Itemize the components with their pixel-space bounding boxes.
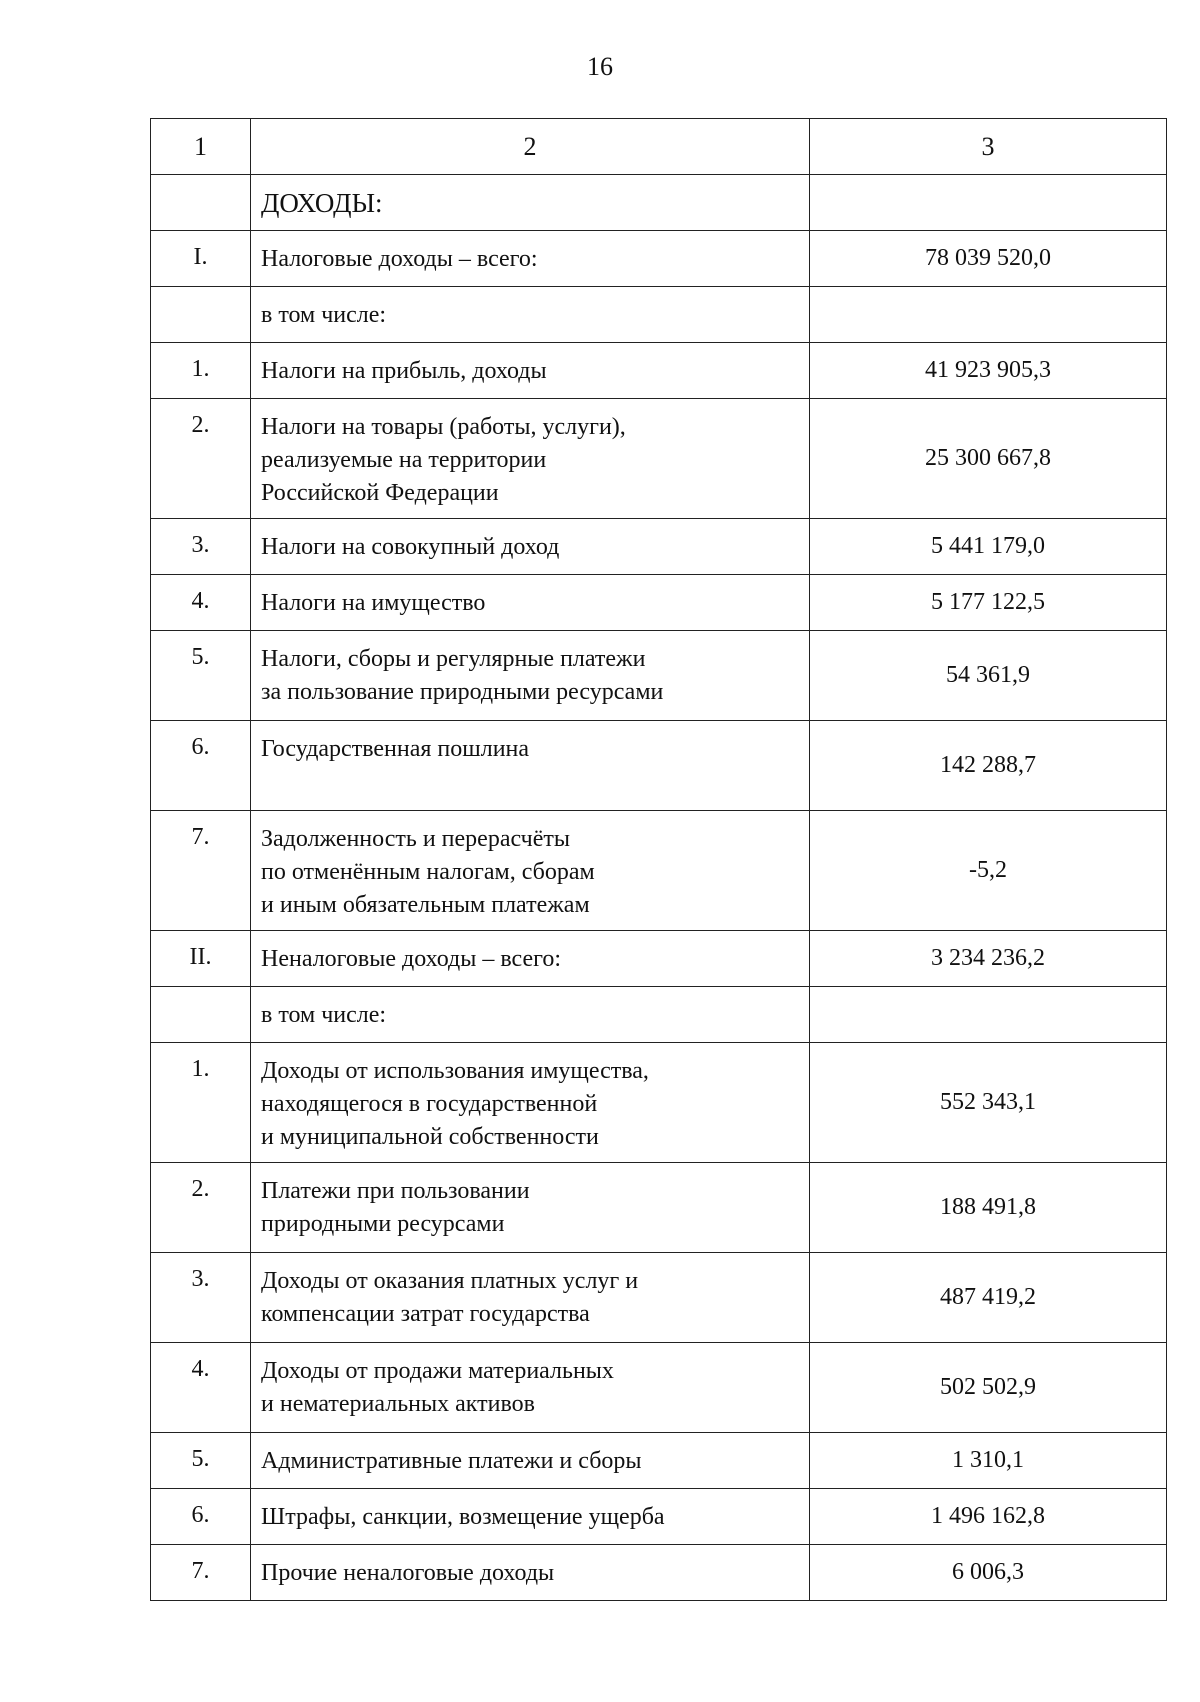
table-row bbox=[151, 399, 1167, 519]
revenue-item-name: Государственная пошлина bbox=[251, 721, 810, 811]
row-number: 2. bbox=[151, 1163, 251, 1253]
table-row bbox=[151, 1253, 1167, 1343]
revenue-item-name: Налоги на имущество bbox=[251, 575, 810, 631]
revenue-amount bbox=[810, 287, 1167, 343]
empty-cell bbox=[151, 175, 251, 231]
column-number-1: 1 bbox=[151, 119, 251, 175]
revenue-item-name: Налоги, сборы и регулярные платежи за пользование природными ресурсами bbox=[251, 631, 810, 721]
column-number-2: 2 bbox=[251, 119, 810, 175]
column-number-row bbox=[151, 119, 1167, 175]
revenue-item-name: Доходы от продажи материальных и нематериальных активов bbox=[251, 1343, 810, 1433]
row-number: II. bbox=[151, 931, 251, 987]
column-number-3: 3 bbox=[810, 119, 1167, 175]
revenue-item-name: Прочие неналоговые доходы bbox=[251, 1545, 810, 1601]
row-number: 5. bbox=[151, 631, 251, 721]
table-row bbox=[151, 1489, 1167, 1545]
row-number: 3. bbox=[151, 519, 251, 575]
revenue-amount: 5 177 122,5 bbox=[810, 575, 1167, 631]
section-title-row bbox=[151, 175, 1167, 231]
revenue-amount bbox=[810, 987, 1167, 1043]
table-row bbox=[151, 231, 1167, 287]
table-row bbox=[151, 931, 1167, 987]
row-number bbox=[151, 987, 251, 1043]
revenue-amount: 502 502,9 bbox=[810, 1343, 1167, 1433]
revenue-amount: 1 496 162,8 bbox=[810, 1489, 1167, 1545]
table-row bbox=[151, 287, 1167, 343]
revenue-item-name: Доходы от оказания платных услуг и компенсации затрат государства bbox=[251, 1253, 810, 1343]
empty-cell bbox=[810, 175, 1167, 231]
section-title: ДОХОДЫ: bbox=[251, 175, 810, 231]
revenue-item-name: Налоги на прибыль, доходы bbox=[251, 343, 810, 399]
revenue-amount: -5,2 bbox=[810, 811, 1167, 931]
table-row bbox=[151, 987, 1167, 1043]
page-number: 16 bbox=[587, 52, 613, 81]
revenue-amount: 25 300 667,8 bbox=[810, 399, 1167, 519]
row-number: 6. bbox=[151, 721, 251, 811]
table-row bbox=[151, 811, 1167, 931]
revenue-item-name: в том числе: bbox=[251, 987, 810, 1043]
revenue-amount: 188 491,8 bbox=[810, 1163, 1167, 1253]
table-row bbox=[151, 1433, 1167, 1489]
table-row bbox=[151, 721, 1167, 811]
revenue-amount: 54 361,9 bbox=[810, 631, 1167, 721]
row-number: 1. bbox=[151, 343, 251, 399]
row-number: 1. bbox=[151, 1043, 251, 1163]
table-row bbox=[151, 1043, 1167, 1163]
revenue-amount: 3 234 236,2 bbox=[810, 931, 1167, 987]
revenue-table bbox=[150, 118, 1167, 1601]
row-number: 6. bbox=[151, 1489, 251, 1545]
table-row bbox=[151, 575, 1167, 631]
revenue-item-name: Доходы от использования имущества, находящегося в государственной и муниципальной собственности bbox=[251, 1043, 810, 1163]
revenue-item-name: Задолженность и перерасчёты по отменённым налогам, сборам и иным обязательным платежам bbox=[251, 811, 810, 931]
revenue-amount: 78 039 520,0 bbox=[810, 231, 1167, 287]
revenue-item-name: Платежи при пользовании природными ресурсами bbox=[251, 1163, 810, 1253]
table-row bbox=[151, 1163, 1167, 1253]
table-row bbox=[151, 631, 1167, 721]
revenue-item-name: Штрафы, санкции, возмещение ущерба bbox=[251, 1489, 810, 1545]
table-row bbox=[151, 1343, 1167, 1433]
revenue-amount: 142 288,7 bbox=[810, 721, 1167, 811]
revenue-amount: 487 419,2 bbox=[810, 1253, 1167, 1343]
row-number: 5. bbox=[151, 1433, 251, 1489]
revenue-item-name: Налоговые доходы – всего: bbox=[251, 231, 810, 287]
revenue-amount: 41 923 905,3 bbox=[810, 343, 1167, 399]
revenue-amount: 552 343,1 bbox=[810, 1043, 1167, 1163]
revenue-item-name: в том числе: bbox=[251, 287, 810, 343]
revenue-amount: 6 006,3 bbox=[810, 1545, 1167, 1601]
row-number: 3. bbox=[151, 1253, 251, 1343]
row-number: I. bbox=[151, 231, 251, 287]
table-row bbox=[151, 519, 1167, 575]
row-number: 7. bbox=[151, 1545, 251, 1601]
row-number: 4. bbox=[151, 575, 251, 631]
table-row bbox=[151, 1545, 1167, 1601]
revenue-item-name: Налоги на товары (работы, услуги), реализуемые на территории Российской Федерации bbox=[251, 399, 810, 519]
revenue-item-name: Административные платежи и сборы bbox=[251, 1433, 810, 1489]
row-number: 7. bbox=[151, 811, 251, 931]
table-row bbox=[151, 343, 1167, 399]
row-number bbox=[151, 287, 251, 343]
revenue-item-name: Налоги на совокупный доход bbox=[251, 519, 810, 575]
row-number: 4. bbox=[151, 1343, 251, 1433]
row-number: 2. bbox=[151, 399, 251, 519]
revenue-amount: 1 310,1 bbox=[810, 1433, 1167, 1489]
revenue-amount: 5 441 179,0 bbox=[810, 519, 1167, 575]
revenue-item-name: Неналоговые доходы – всего: bbox=[251, 931, 810, 987]
